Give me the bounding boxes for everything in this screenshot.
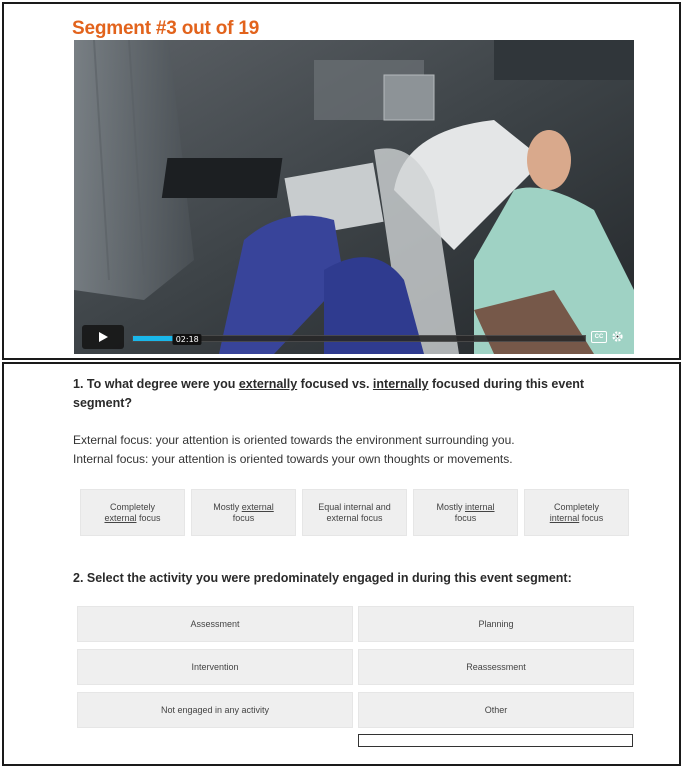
current-time: 02:18	[173, 334, 202, 345]
option-intervention[interactable]: Intervention	[77, 649, 353, 685]
option-mostly-external[interactable]: Mostly external focus	[191, 489, 296, 536]
option-reassessment[interactable]: Reassessment	[358, 649, 634, 685]
option-equal-internal-external[interactable]: Equal internal and external focus	[302, 489, 407, 536]
play-button[interactable]	[82, 325, 124, 349]
video-player[interactable]	[74, 40, 634, 354]
settings-button[interactable]	[611, 330, 624, 343]
option-other[interactable]: Other	[358, 692, 634, 728]
option-mostly-internal[interactable]: Mostly internal focus	[413, 489, 518, 536]
video-frame	[74, 40, 634, 354]
progress-bar[interactable]	[132, 335, 586, 342]
question-1-title: 1. To what degree were you externally focused vs. internally focused during this event segment?	[73, 377, 585, 410]
option-assessment[interactable]: Assessment	[77, 606, 353, 642]
option-completely-internal[interactable]: Completely internal focus	[524, 489, 629, 536]
other-text-input[interactable]	[358, 734, 633, 747]
play-icon	[97, 331, 109, 343]
externally-word: externally	[238, 377, 298, 391]
option-planning[interactable]: Planning	[358, 606, 634, 642]
question-2-title: 2. Select the activity you were predominately engaged in during this event segment:	[73, 571, 572, 585]
gear-icon	[611, 330, 624, 343]
closed-captions-button[interactable]: CC	[591, 331, 607, 343]
option-not-engaged[interactable]: Not engaged in any activity	[77, 692, 353, 728]
focus-description	[73, 431, 515, 469]
internal-focus-description: Internal focus: your attention is oriented towards your own thoughts or movements.	[73, 452, 513, 466]
segment-title: Segment #3 out of 19	[72, 18, 260, 39]
option-completely-external[interactable]: Completely external focus	[80, 489, 185, 536]
external-focus-description: External focus: your attention is oriented towards the environment surrounding you.	[73, 433, 515, 447]
video-controls	[74, 320, 634, 354]
internally-word: internally	[372, 377, 429, 391]
